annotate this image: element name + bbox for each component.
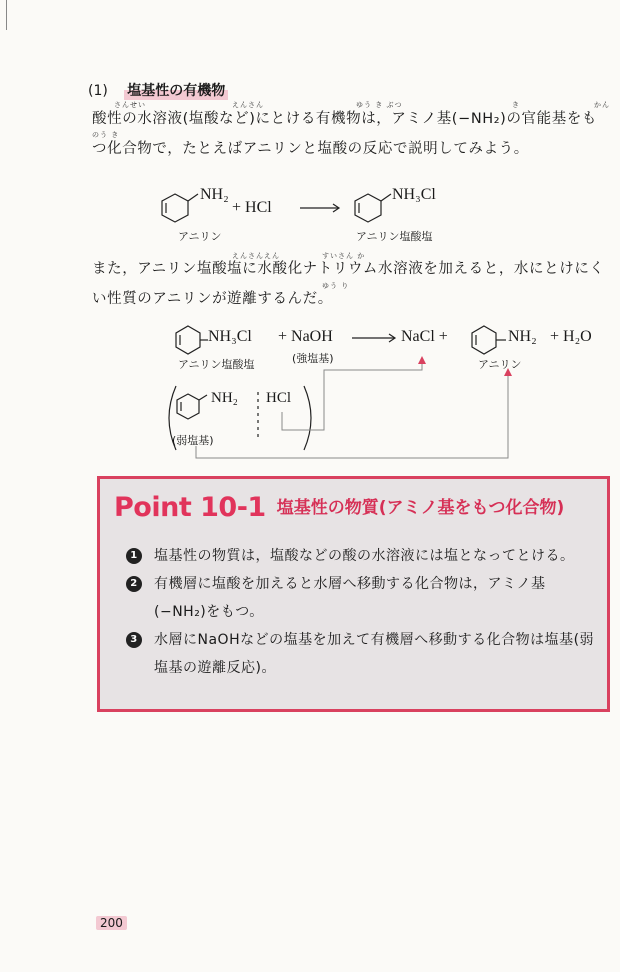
ruby: ゆう き ぶつ xyxy=(356,101,403,109)
bracket-amino-group: NH₂ xyxy=(211,390,238,406)
point-title: 塩基性の物質(アミノ基をもつ化合物) xyxy=(276,498,565,518)
ruby: えんさんえん xyxy=(232,252,280,260)
aniline-amino-group: NH₂ xyxy=(200,186,229,203)
list-item-text: 水層にNaOHなどの塩基を加えて有機層へ移動する化合物は塩基(弱塩基の遊離反応)。 xyxy=(154,632,595,676)
ruby: えんさん xyxy=(232,101,264,109)
point-list xyxy=(126,542,596,682)
arrowhead-icon xyxy=(418,356,426,364)
point-heading xyxy=(114,492,564,523)
bracket-hcl: HCl xyxy=(266,390,292,406)
list-item xyxy=(126,542,596,570)
connector-line xyxy=(282,362,422,430)
salt-group: NH₃Cl xyxy=(392,186,436,203)
label-weak-base: (弱塩基) xyxy=(172,434,214,447)
section-number: (1) xyxy=(88,83,108,99)
paragraph-intro: 酸性の水溶液(塩酸など)にとける有機物は，アミノ基(−NH₂)の官能基をもつ化合物で，たとえばアニリンと塩酸の反応で説明してみよう。 xyxy=(92,111,598,157)
ruby: かん xyxy=(594,101,610,109)
number-badge-icon: 3 xyxy=(126,632,142,648)
connector-line xyxy=(196,374,508,458)
number-badge-icon: 2 xyxy=(126,576,142,592)
product-nacl: NaCl + xyxy=(401,328,448,345)
label-aniline-hydrochloride: アニリン塩酸塩 xyxy=(178,358,255,371)
reagent-naoh: + NaOH xyxy=(278,328,333,345)
point-label: Point 10-1 xyxy=(114,492,266,523)
ruby: のう き xyxy=(92,131,120,139)
ruby: ゆう り xyxy=(322,282,350,290)
section-title: 塩基性の有機物 xyxy=(124,82,228,100)
page-number: 200 xyxy=(96,916,127,930)
benzene-ring-icon xyxy=(177,394,199,419)
list-item-text: 塩基性の物質は，塩酸などの酸の水溶液には塩となってとける。 xyxy=(154,548,575,564)
label-aniline: アニリン xyxy=(178,230,222,243)
label-aniline: アニリン xyxy=(478,358,522,371)
ruby: き xyxy=(512,101,520,109)
list-item-text: 有機層に塩酸を加えると水層へ移動する化合物は，アミノ基(−NH₂)をもつ。 xyxy=(154,576,546,620)
reagent-hcl: + HCl xyxy=(232,199,272,216)
list-item xyxy=(126,570,596,626)
list-item xyxy=(126,626,596,682)
ruby: さんせい xyxy=(114,101,146,109)
right-bracket xyxy=(304,386,311,450)
number-badge-icon: 1 xyxy=(126,548,142,564)
label-strong-base: (強塩基) xyxy=(292,352,334,365)
salt-group: NH₃Cl xyxy=(208,328,252,345)
label-aniline-hydrochloride: アニリン塩酸塩 xyxy=(356,230,433,243)
ruby: すいさん か xyxy=(322,252,366,260)
paragraph-liberation: また，アニリン塩酸塩に水酸化ナトリウム水溶液を加えると，水にとけにくい性質のアニリンが遊離するんだ。 xyxy=(92,261,605,307)
product-water: + H₂O xyxy=(550,328,592,345)
aniline-amino-group: NH₂ xyxy=(508,328,537,345)
